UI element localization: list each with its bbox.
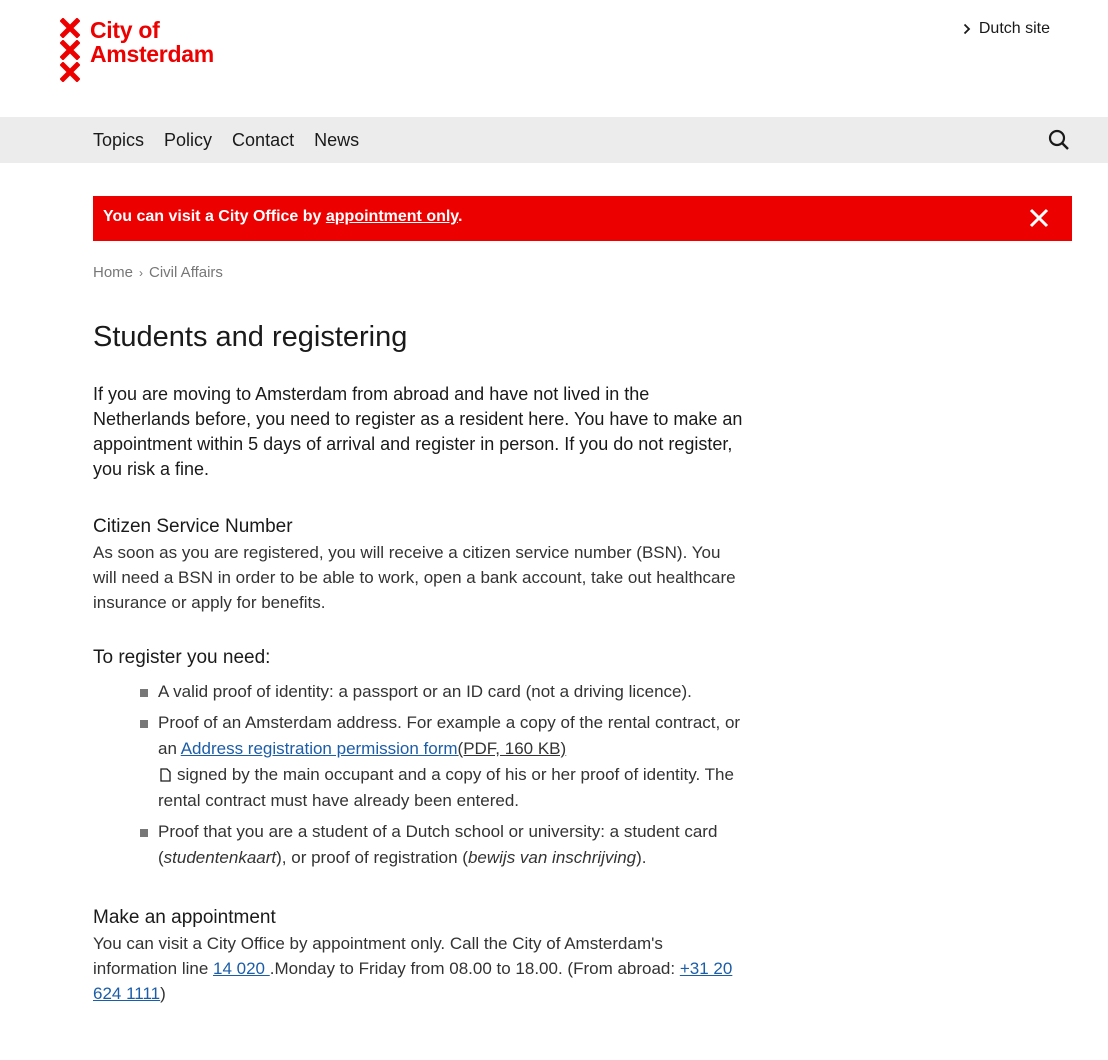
search-icon [1048,129,1070,151]
list-item: A valid proof of identity: a passport or an ID card (not a driving licence). [138,679,743,705]
logo-crosses [60,18,80,82]
breadcrumb-separator: › [139,265,144,280]
phone-link[interactable]: 14 020 [213,959,270,978]
bsn-section [93,514,743,615]
appointment-section [93,905,743,1006]
address-registration-form-link[interactable]: Address registration permission form [180,739,458,758]
main-content [93,318,743,1036]
alert-banner [93,196,1072,241]
nav-item-topics[interactable]: Topics [93,129,145,150]
city-logo[interactable] [60,18,214,82]
logo-text [90,18,214,82]
alert-text: You can visit a City Office by appointment only. [103,208,463,225]
register-section [93,645,743,871]
intro-paragraph: If you are moving to Amsterdam from abroad and have not lived in the Netherlands before, you need to register as a resident here. You have to make an appointment within 5 days of arrival and register in person. If you do not register, you risk a fine. [93,384,743,479]
chevron-right-icon [963,23,971,35]
bsn-text: As soon as you are registered, you will receive a citizen service number (BSN). You will need a BSN in order to be able to work, open a bank account, take out healthcare insurance or apply for benefits. [93,543,736,612]
requirements-list [93,679,743,871]
nav-item-news[interactable]: News [314,129,360,150]
abroad-phone-link[interactable]: +31 20 624 1111 [93,959,733,1003]
list-item: Proof of an Amsterdam address. For example a copy of the rental contract, or an Address registration permission form(PDF, 160 KB) signed by the main occupant and a copy of his or her proof of identity. The rental contract must have already been entered. [138,710,743,814]
appointment-link[interactable]: appointment only [325,208,459,225]
nav-item-policy[interactable]: Policy [164,129,213,150]
cross-icon [60,62,80,82]
list-item: Proof that you are a student of a Dutch school or university: a student card (studentenkaart), or proof of registration (bewijs van inschrijving). [138,819,743,871]
main-nav [0,117,1108,163]
logo-line1: City of [90,17,160,43]
appointment-text: You can visit a City Office by appointment only. Call the City of Amsterdam's information line 14 020 .Monday to Friday from 08.00 to 18.00. (From abroad: +31 20 624 1111) [93,934,733,1003]
dutch-site-link[interactable] [963,20,1050,38]
cross-icon [60,40,80,60]
appointment-heading: Make an appointment [93,907,276,928]
search-button[interactable] [1048,129,1070,156]
nav-item-contact[interactable]: Contact [232,129,295,150]
document-icon [160,768,171,782]
page-title: Students and registering [93,321,408,353]
dutch-site-label: Dutch site [978,20,1050,37]
file-meta: (PDF, 160 KB) [457,739,567,758]
close-icon [1028,207,1050,229]
cross-icon [60,18,80,38]
logo-line2: Amsterdam [90,41,214,67]
breadcrumb-home[interactable]: Home [93,264,134,281]
bsn-heading: Citizen Service Number [93,516,293,537]
register-heading: To register you need: [93,647,271,668]
breadcrumb-current[interactable]: Civil Affairs [149,264,223,281]
alert-close-button[interactable] [1028,207,1050,234]
breadcrumb [93,264,223,281]
